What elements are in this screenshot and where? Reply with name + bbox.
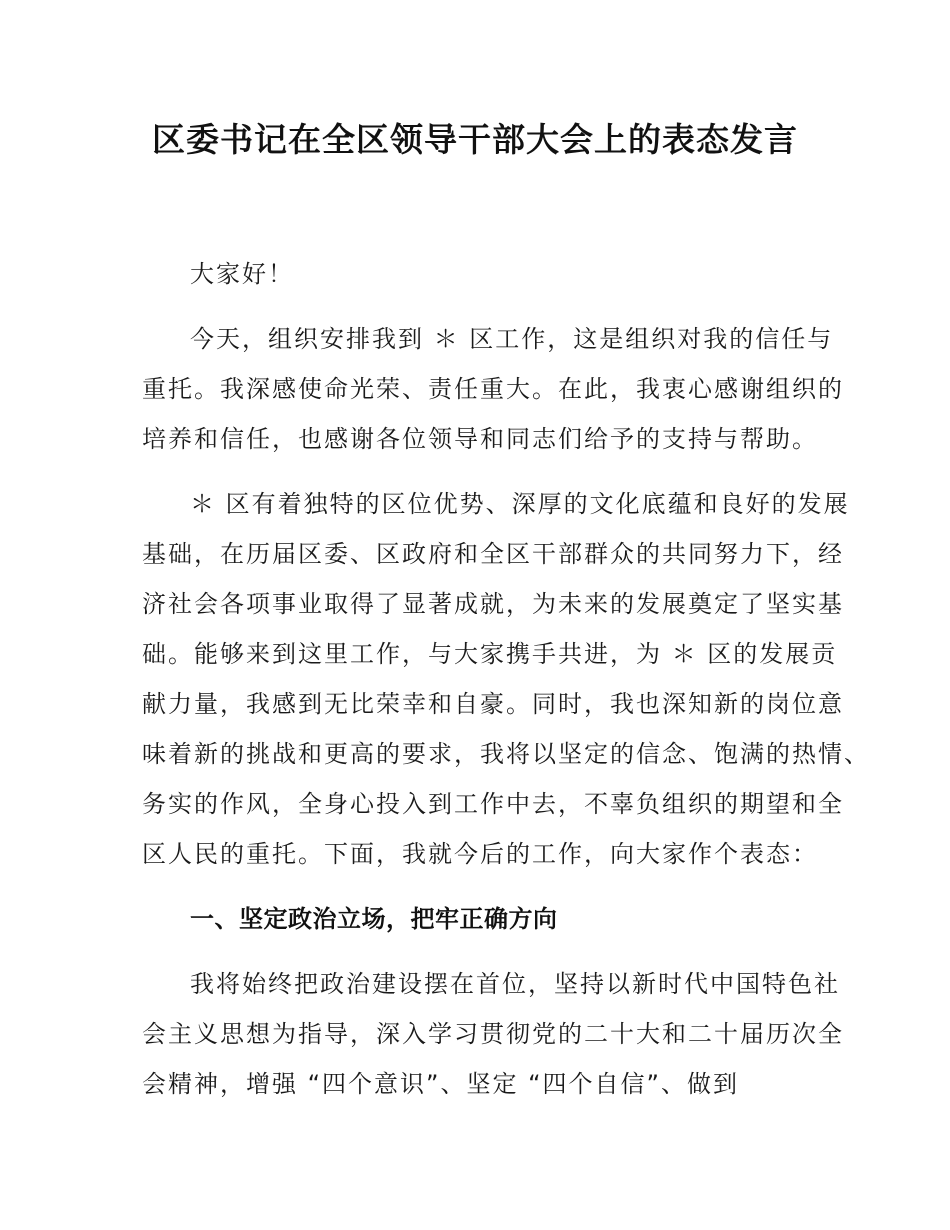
paragraph-3-line-1: 我将始终把政治建设摆在首位，坚持以新时代中国特色社 (190, 970, 840, 998)
paragraph-2-line-8: 区人民的重托。下面，我就今后的工作，向大家作个表态： (142, 840, 818, 868)
paragraph-2-line-4: 础。能够来到这里工作，与大家携手共进，为 ＊ 区的发展贡 (142, 640, 838, 668)
document-title: 区委书记在全区领导干部大会上的表态发言 (152, 120, 798, 159)
paragraph-2-line-3: 济社会各项事业取得了显著成就，为未来的发展奠定了坚实基 (142, 590, 844, 618)
paragraph-1-line-1: 今天，组织安排我到 ＊ 区工作，这是组织对我的信任与 (190, 325, 834, 353)
paragraph-3-line-2: 会主义思想为指导，深入学习贯彻党的二十大和二十届历次全 (142, 1020, 844, 1048)
paragraph-2-line-5: 献力量，我感到无比荣幸和自豪。同时，我也深知新的岗位意 (142, 690, 844, 718)
paragraph-2-line-2: 基础，在历届区委、区政府和全区干部群众的共同努力下，经 (142, 540, 844, 568)
paragraph-1-line-3: 培养和信任，也感谢各位领导和同志们给予的支持与帮助。 (142, 425, 818, 453)
paragraph-3-line-3: 会精神，增强 “四个意识”、坚定 “四个自信”、做到 (142, 1070, 739, 1098)
paragraph-2-line-7: 务实的作风，全身心投入到工作中去，不辜负组织的期望和全 (142, 790, 844, 818)
paragraph-2-line-1: ＊ 区有着独特的区位优势、深厚的文化底蕴和良好的发展 (190, 490, 850, 518)
section-heading-1: 一、坚定政治立场，把牢正确方向 (190, 905, 558, 933)
greeting-line: 大家好！ (190, 260, 294, 288)
paragraph-2-line-6: 味着新的挑战和更高的要求，我将以坚定的信念、饱满的热情、 (142, 740, 870, 768)
paragraph-1-line-2: 重托。我深感使命光荣、责任重大。在此，我衷心感谢组织的 (142, 375, 844, 403)
